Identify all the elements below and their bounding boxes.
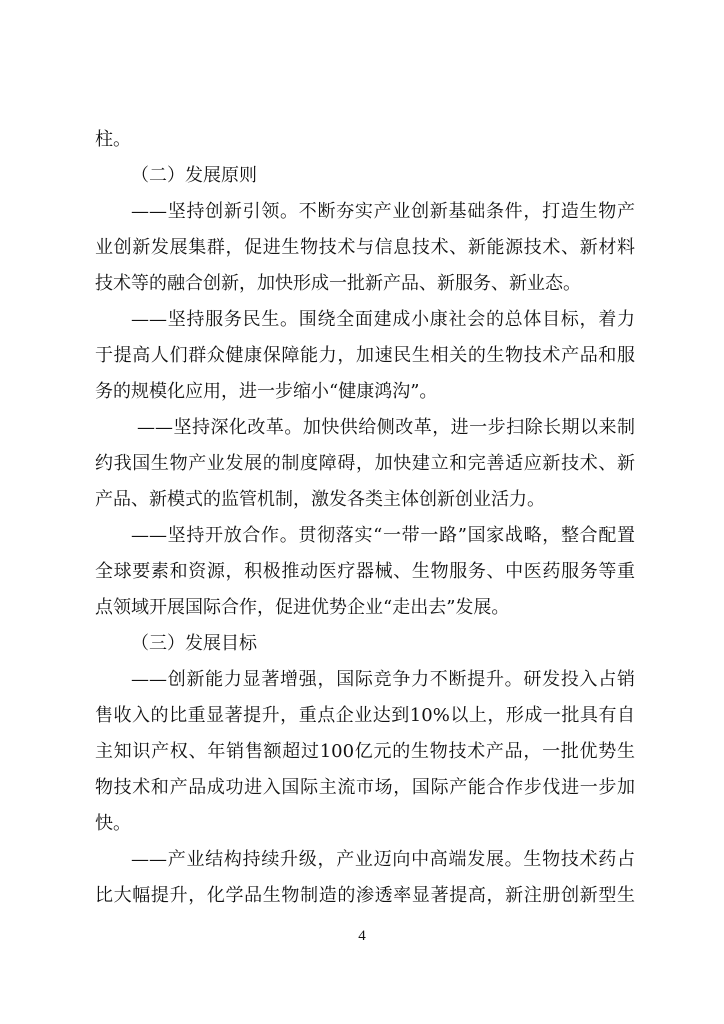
text-line: 点领域开展国际合作，促进优势企业“走出去”发展。: [95, 597, 510, 618]
text-line: 售收入的比重显著提升，重点企业达到10%以上，形成一批具有自: [95, 705, 635, 726]
text-line: 柱。: [95, 129, 131, 150]
text-line: 比大幅提升，化学品生物制造的渗透率显著提高，新注册创新型生: [95, 885, 635, 906]
text-line: 业创新发展集群，促进生物技术与信息技术、新能源技术、新材料: [95, 237, 635, 258]
text-line: 主知识产权、年销售额超过100亿元的生物技术产品，一批优势生: [95, 741, 635, 762]
text-line: ——坚持服务民生。围绕全面建成小康社会的总体目标，着力: [131, 309, 635, 330]
text-line: 于提高人们群众健康保障能力，加速民生相关的生物技术产品和服: [95, 345, 635, 366]
text-line: ——产业结构持续升级，产业迈向中高端发展。生物技术药占: [131, 849, 635, 870]
text-line: 约我国生物产业发展的制度障碍，加快建立和完善适应新技术、新: [95, 453, 635, 474]
text-line: ——坚持创新引领。不断夯实产业创新基础条件，打造生物产: [131, 201, 635, 222]
text-line: 物技术和产品成功进入国际主流市场，国际产能合作步伐进一步加: [95, 777, 635, 798]
section-heading: （三）发展目标: [131, 633, 257, 654]
text-line: 快。: [95, 813, 131, 834]
text-line: 技术等的融合创新，加快形成一批新产品、新服务、新业态。: [95, 273, 581, 294]
section-heading: （二）发展原则: [131, 165, 257, 186]
text-line: 务的规模化应用，进一步缩小“健康鸿沟”。: [95, 381, 438, 402]
text-line: ——坚持深化改革。加快供给侧改革，进一步扫除长期以来制: [137, 417, 635, 438]
text-line: 产品、新模式的监管机制，激发各类主体创新创业活力。: [95, 489, 545, 510]
text-line: ——创新能力显著增强，国际竞争力不断提升。研发投入占销: [131, 669, 635, 690]
text-line: ——坚持开放合作。贯彻落实“一带一路”国家战略，整合配置: [131, 525, 635, 546]
text-line: 全球要素和资源，积极推动医疗器械、生物服务、中医药服务等重: [95, 561, 635, 582]
page-number: 4: [358, 928, 366, 944]
